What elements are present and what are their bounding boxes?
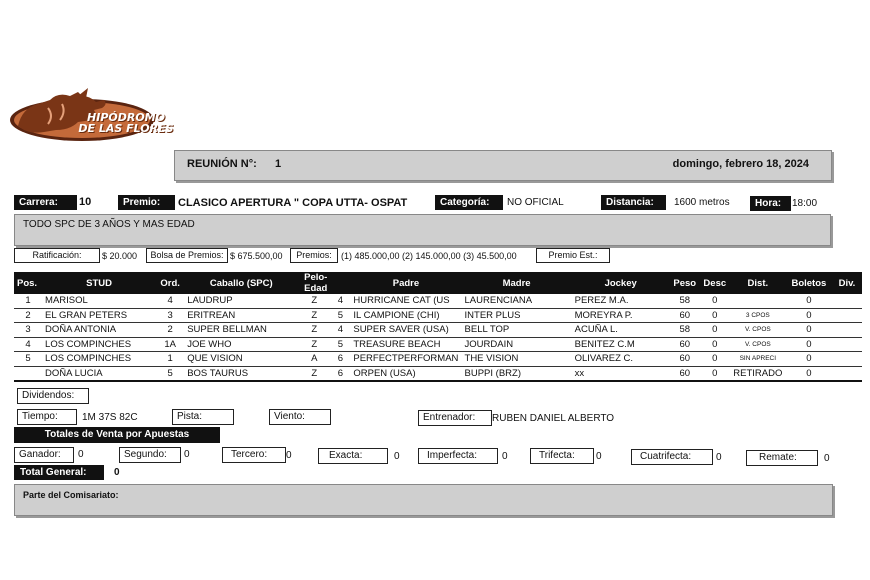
premios-label: Premios:	[290, 248, 338, 263]
table-row	[14, 323, 862, 338]
row-edad: 5	[330, 308, 350, 323]
row-madre: JOURDAIN	[462, 337, 572, 352]
distancia-value: 1600 metros	[674, 197, 730, 208]
row-desc: 0	[700, 337, 730, 352]
header-boletos: Boletos	[786, 272, 832, 294]
header-jockey: Jockey	[572, 272, 670, 294]
row-peso: 60	[670, 366, 700, 381]
row-edad: 6	[330, 366, 350, 381]
ganador-label: Ganador:	[14, 447, 74, 463]
row-padre: ORPEN (USA)	[350, 366, 461, 381]
row-desc: 0	[700, 366, 730, 381]
header-ord: Ord.	[156, 272, 184, 294]
row-desc: 0	[700, 294, 730, 308]
header-caballo: Caballo (SPC)	[184, 272, 298, 294]
row-pos: 4	[14, 337, 42, 352]
race-conditions-panel	[14, 214, 831, 246]
header-dist: Dist.	[730, 272, 786, 294]
meeting-date: domingo, febrero 18, 2024	[672, 158, 809, 170]
row-boletos: 0	[786, 294, 832, 308]
hora-value: 18:00	[792, 198, 818, 209]
row-edad: 4	[330, 323, 350, 338]
distancia-label: Distancia:	[601, 195, 666, 210]
ganador-value: 0	[78, 449, 84, 460]
reunion-label: REUNIÓN N°:	[187, 158, 257, 170]
comisariato-panel	[14, 484, 833, 516]
row-stud: DOÑA ANTONIA	[42, 323, 156, 338]
row-pos: 3	[14, 323, 42, 338]
row-dist: RETIRADO	[730, 366, 786, 381]
row-jockey: MOREYRA P.	[572, 308, 670, 323]
row-padre: SUPER SAVER (USA)	[350, 323, 461, 338]
exacta-label: Exacta:	[318, 448, 388, 464]
header-peso: Peso	[670, 272, 700, 294]
logo-title-line1: HIPÓDROMO	[87, 111, 165, 124]
imperfecta-value: 0	[502, 451, 508, 462]
row-madre: BUPPI (BRZ)	[462, 366, 572, 381]
reunion-number: 1	[275, 158, 282, 170]
ratificacion-label: Ratificación:	[14, 248, 100, 263]
pista-label: Pista:	[172, 409, 234, 425]
row-peso: 58	[670, 294, 700, 308]
row-peso: 60	[670, 308, 700, 323]
row-dist	[730, 294, 786, 308]
row-caballo: SUPER BELLMAN	[184, 323, 298, 338]
row-stud: LOS COMPINCHES	[42, 337, 156, 352]
premio-value: CLASICO APERTURA " COPA UTTA- OSPAT	[178, 197, 408, 209]
row-jockey: xx	[572, 366, 670, 381]
hipodromo-logo	[8, 86, 176, 144]
row-jockey: PEREZ M.A.	[572, 294, 670, 308]
row-ord: 1	[156, 352, 184, 367]
carrera-value: 10	[79, 196, 92, 208]
row-div	[832, 337, 862, 352]
row-pelo: Z	[298, 366, 330, 381]
header-desc: Desc	[700, 272, 730, 294]
row-boletos: 0	[786, 366, 832, 381]
row-boletos: 0	[786, 337, 832, 352]
row-madre: INTER PLUS	[462, 308, 572, 323]
tercero-label: Tercero:	[222, 447, 286, 463]
table-header-row	[14, 272, 862, 294]
row-caballo: BOS TAURUS	[184, 366, 298, 381]
row-div	[832, 352, 862, 367]
row-padre: HURRICANE CAT (US	[350, 294, 461, 308]
premios-value: (1) 485.000,00 (2) 145.000,00 (3) 45.500,00	[341, 251, 517, 261]
row-dist: SIN APRECI	[730, 352, 786, 367]
tiempo-label: Tiempo:	[17, 409, 77, 425]
header-madre: Madre	[462, 272, 572, 294]
row-ord: 1A	[156, 337, 184, 352]
tiempo-value: 1M 37S 82C	[82, 412, 138, 423]
row-stud: LOS COMPINCHES	[42, 352, 156, 367]
row-desc: 0	[700, 323, 730, 338]
row-boletos: 0	[786, 352, 832, 367]
remate-label: Remate:	[746, 450, 818, 466]
header-div: Div.	[832, 272, 862, 294]
row-div	[832, 294, 862, 308]
entrenador-label: Entrenador:	[418, 410, 492, 426]
row-boletos: 0	[786, 308, 832, 323]
categoria-value: NO OFICIAL	[507, 197, 564, 208]
row-div	[832, 366, 862, 381]
premio-est-label: Premio Est.:	[536, 248, 610, 263]
row-madre: LAURENCIANA	[462, 294, 572, 308]
header-pelo-edad: Pelo-Edad	[298, 272, 330, 294]
trifecta-label: Trifecta:	[530, 448, 594, 464]
runners-table	[14, 272, 862, 382]
entrenador-value: RUBEN DANIEL ALBERTO	[492, 413, 615, 424]
logo-title-line2: DE LAS FLORES	[78, 122, 174, 135]
row-stud: MARISOL	[42, 294, 156, 308]
exacta-value: 0	[394, 451, 400, 462]
row-jockey: OLIVAREZ C.	[572, 352, 670, 367]
reunion-header-bar	[174, 150, 832, 181]
row-padre: PERFECTPERFORMAN	[350, 352, 461, 367]
trifecta-value: 0	[596, 451, 602, 462]
row-desc: 0	[700, 352, 730, 367]
row-ord: 5	[156, 366, 184, 381]
header-pos: Pos.	[14, 272, 42, 294]
row-madre: THE VISION	[462, 352, 572, 367]
row-dist: V. CPOS	[730, 323, 786, 338]
row-pelo: A	[298, 352, 330, 367]
row-jockey: ACUÑA L.	[572, 323, 670, 338]
betting-totals-title: Totales de Venta por Apuestas	[14, 427, 220, 443]
table-row	[14, 366, 862, 381]
row-stud: DOÑA LUCIA	[42, 366, 156, 381]
header-edad	[330, 272, 350, 294]
header-padre: Padre	[350, 272, 461, 294]
cuatrifecta-label: Cuatrifecta:	[631, 449, 713, 465]
row-pelo: Z	[298, 294, 330, 308]
table-row	[14, 337, 862, 352]
row-caballo: LAUDRUP	[184, 294, 298, 308]
segundo-label: Segundo:	[119, 447, 181, 463]
row-pos: 1	[14, 294, 42, 308]
row-pos: 5	[14, 352, 42, 367]
row-edad: 4	[330, 294, 350, 308]
header-stud: STUD	[42, 272, 156, 294]
tercero-value: 0	[286, 450, 292, 461]
row-div	[832, 308, 862, 323]
row-padre: IL CAMPIONE (CHI)	[350, 308, 461, 323]
row-dist: 3 CPOS	[730, 308, 786, 323]
total-general-value: 0	[114, 467, 120, 478]
row-peso: 60	[670, 337, 700, 352]
segundo-value: 0	[184, 449, 190, 460]
bolsa-premios-label: Bolsa de Premios:	[146, 248, 228, 263]
row-boletos: 0	[786, 323, 832, 338]
row-ord: 4	[156, 294, 184, 308]
row-peso: 58	[670, 323, 700, 338]
row-caballo: JOE WHO	[184, 337, 298, 352]
table-row	[14, 294, 862, 308]
row-caballo: QUE VISION	[184, 352, 298, 367]
row-div	[832, 323, 862, 338]
row-caballo: ERITREAN	[184, 308, 298, 323]
row-pelo: Z	[298, 323, 330, 338]
imperfecta-label: Imperfecta:	[418, 448, 498, 464]
row-madre: BELL TOP	[462, 323, 572, 338]
categoria-label: Categoría:	[435, 195, 503, 210]
carrera-label: Carrera:	[14, 195, 77, 210]
row-ord: 3	[156, 308, 184, 323]
row-ord: 2	[156, 323, 184, 338]
viento-label: Viento:	[269, 409, 331, 425]
row-pelo: Z	[298, 337, 330, 352]
premio-label: Premio:	[118, 195, 175, 210]
table-row	[14, 308, 862, 323]
row-edad: 6	[330, 352, 350, 367]
cuatrifecta-value: 0	[716, 452, 722, 463]
row-pos	[14, 366, 42, 381]
row-pos: 2	[14, 308, 42, 323]
row-jockey: BENITEZ C.M	[572, 337, 670, 352]
table-row	[14, 352, 862, 367]
bolsa-premios-value: $ 675.500,00	[230, 251, 283, 261]
comisariato-label: Parte del Comisariato:	[23, 490, 119, 500]
row-stud: EL GRAN PETERS	[42, 308, 156, 323]
row-desc: 0	[700, 308, 730, 323]
ratificacion-value: $ 20.000	[102, 251, 138, 261]
row-pelo: Z	[298, 308, 330, 323]
row-peso: 60	[670, 352, 700, 367]
total-general-label: Total General:	[14, 465, 104, 480]
hora-label: Hora:	[750, 196, 791, 211]
row-padre: TREASURE BEACH	[350, 337, 461, 352]
remate-value: 0	[824, 453, 830, 464]
row-dist: V. CPOS	[730, 337, 786, 352]
dividendos-label: Dividendos:	[17, 388, 89, 404]
race-conditions-text: TODO SPC DE 3 AÑOS Y MAS EDAD	[23, 219, 195, 230]
row-edad: 5	[330, 337, 350, 352]
